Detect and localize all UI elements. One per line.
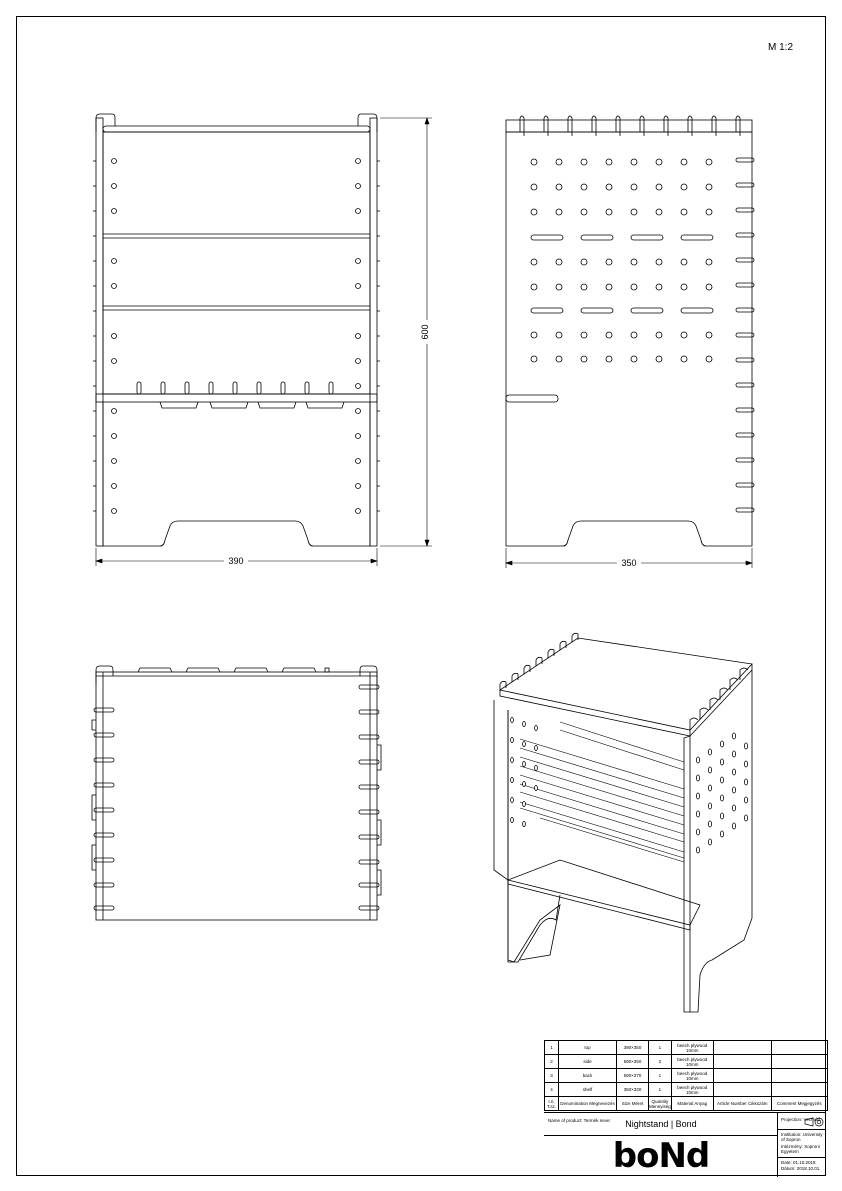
front-shelf-tabs (137, 382, 344, 408)
front-view (93, 114, 432, 566)
table-row (545, 1041, 828, 1055)
header-comment: Comment Megjegyzés (771, 1097, 827, 1111)
cell-comment (771, 1083, 827, 1097)
cell-material: beech plywood 10mm (671, 1055, 713, 1069)
side-right-slots (736, 158, 754, 512)
side-top-tabs (520, 116, 740, 136)
isometric-view (494, 633, 752, 1012)
side-view (506, 116, 754, 568)
info-divider (778, 1157, 826, 1158)
cell-article (713, 1041, 771, 1055)
date-hu-label: Dátum: 2018.10.01. (781, 1166, 821, 1171)
header-material: Material Anyag (671, 1097, 713, 1111)
cell-denomination: shelf (559, 1083, 617, 1097)
header-denomination: Denomination Megnevezés (559, 1097, 617, 1111)
header-no: I.n. T.sz. (545, 1097, 559, 1111)
iso-top-tabs (500, 633, 748, 730)
cell-denomination: top (559, 1041, 617, 1055)
cell-quantity: 1 (649, 1041, 672, 1055)
cell-quantity: 2 (649, 1055, 672, 1069)
iso-shelves (520, 722, 684, 862)
front-width-label: 390 (228, 556, 244, 566)
header-quantity: Quantity Mennyiség (649, 1098, 671, 1109)
cell-size: 590×350 (617, 1055, 649, 1069)
date-label: Date: 01.10.2018 (781, 1160, 816, 1165)
cell-material: beech plywood 10mm (671, 1069, 713, 1083)
header-article: Article Number Cikkszám (713, 1097, 771, 1111)
parts-table (544, 1040, 828, 1111)
projection-label: Projection: Vet.mód: (781, 1117, 822, 1122)
cell-no: 2 (545, 1055, 559, 1069)
title-block (544, 1112, 826, 1176)
cell-no: 1 (545, 1041, 559, 1055)
cell-denomination: back (559, 1069, 617, 1083)
cell-comment (771, 1069, 827, 1083)
cell-size: 390×350 (617, 1041, 649, 1055)
logo-text: boNd (612, 1137, 710, 1173)
title-block-main (544, 1113, 778, 1177)
table-header-row (545, 1097, 828, 1111)
front-side-notches (93, 161, 380, 511)
table-row (545, 1055, 828, 1069)
institution-label: Institution: University of Sopron (781, 1132, 823, 1142)
cell-material: beech plywood 10mm (671, 1083, 713, 1097)
bond-logo-mark (601, 1137, 721, 1173)
cell-comment (771, 1055, 827, 1069)
front-height-label: 600 (420, 324, 430, 340)
side-hole-grid (531, 159, 713, 362)
product-name-label: Name of product: Termék neve: (548, 1118, 611, 1123)
cell-denomination: side (559, 1055, 617, 1069)
cell-quantity: 1 (649, 1069, 672, 1083)
product-name: Nightstand | Bond (625, 1119, 697, 1129)
top-view-tabs (92, 685, 381, 910)
table-row (545, 1069, 828, 1083)
cell-no: 4 (545, 1083, 559, 1097)
cell-quantity: 1 (649, 1083, 672, 1097)
cell-size: 350×330 (617, 1083, 649, 1097)
projection-symbol-icon (804, 1117, 824, 1127)
table-row (545, 1083, 828, 1097)
cell-article (713, 1055, 771, 1069)
cell-article (713, 1069, 771, 1083)
side-width-label: 350 (621, 558, 637, 568)
header-size: Size Méret (617, 1097, 649, 1111)
title-block-divider (544, 1135, 778, 1136)
top-view (92, 666, 381, 920)
iso-left-holes (511, 717, 538, 826)
info-divider (778, 1129, 826, 1130)
cell-size: 590×370 (617, 1069, 649, 1083)
scale-label: M 1:2 (768, 42, 794, 53)
iso-right-holes (696, 733, 747, 853)
cell-material: beech plywood 10mm (671, 1041, 713, 1055)
cell-no: 3 (545, 1069, 559, 1083)
cell-comment (771, 1041, 827, 1055)
institution-hu-label: Intézmény: Soproni Egyetem (781, 1144, 820, 1154)
front-dowel-holes (112, 159, 361, 514)
title-block-info (778, 1113, 826, 1177)
cell-article (713, 1083, 771, 1097)
bond-logo (544, 1137, 778, 1178)
